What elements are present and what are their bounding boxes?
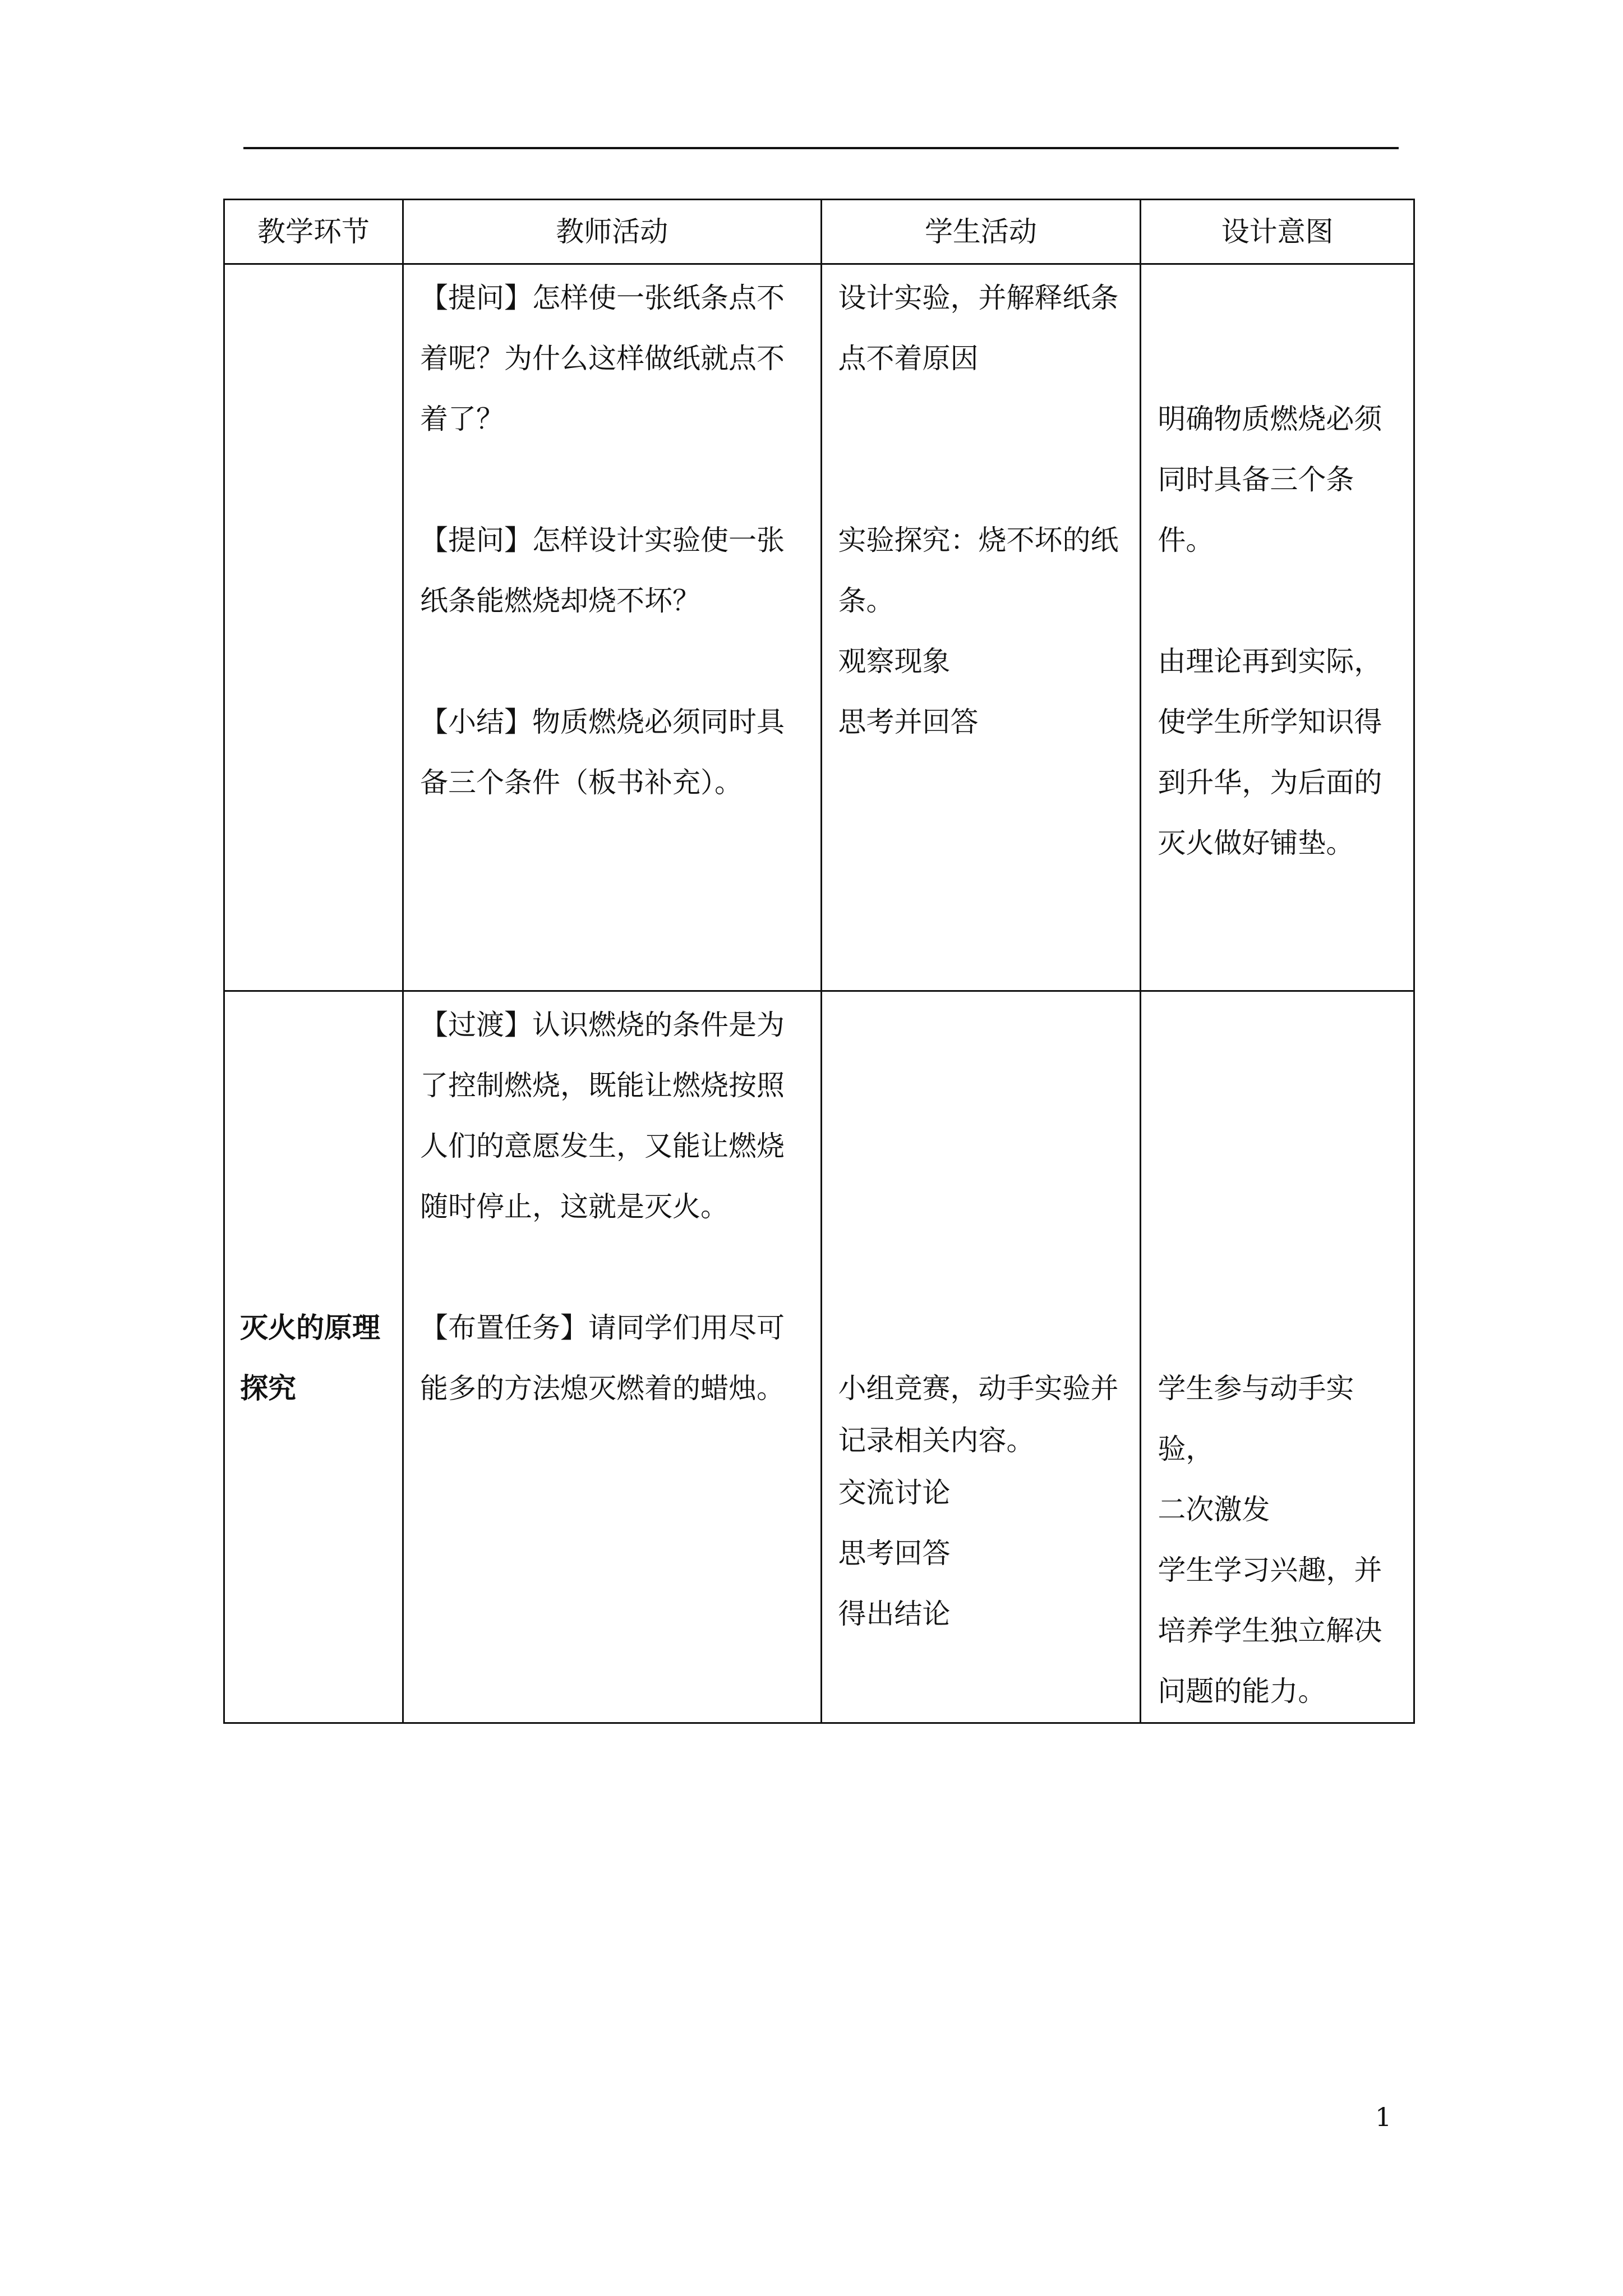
intent-line: 到升华，为后面的 [1158,766,1382,799]
intent-line: 培养学生独立解决 [1158,1614,1382,1647]
lesson-plan-table [223,199,1415,1724]
header-teacher-activity: 教师活动 [403,200,821,264]
intent-line: 学生参与动手实验， [1158,1372,1354,1465]
teacher-activity-cell [403,991,821,1723]
teacher-line: 【小结】物质燃烧必须同时具 [420,706,785,738]
student-line: 实验探究：烧不坏的纸 [838,524,1119,556]
intent-line: 由理论再到实际， [1158,645,1382,678]
stage-cell [224,991,403,1723]
student-line: 观察现象 [838,645,951,678]
design-intent-cell [1141,264,1414,991]
table-header-row [224,200,1414,264]
teacher-line: 备三个条件（板书补充）。 [420,766,743,799]
teacher-line: 【布置任务】请同学们用尽可 [420,1312,785,1344]
page-number: 1 [1375,2102,1392,2132]
intent-line: 同时具备三个条件。 [1158,463,1354,556]
student-line: 交流讨论 [838,1476,951,1509]
intent-line: 问题的能力。 [1158,1675,1326,1708]
header-design-intent: 设计意图 [1141,200,1414,264]
table-row [224,264,1414,991]
student-line: 得出结论 [838,1598,951,1630]
student-activity-cell [821,264,1141,991]
student-line: 点不着原因 [838,342,979,375]
student-line: 思考并回答 [838,706,979,738]
intent-line: 使学生所学知识得 [1158,706,1382,738]
intent-line: 二次激发 [1158,1493,1270,1526]
student-line: 条。 [838,585,895,617]
student-line: 小组竞赛，动手实验并 [838,1372,1119,1405]
teacher-line: 随时停止，这就是灭火。 [420,1190,729,1223]
table-row [224,991,1414,1723]
teacher-line: 纸条能燃烧却烧不坏？ [420,585,701,617]
stage-label-line: 探究 [240,1372,296,1405]
teacher-activity-cell [403,264,821,991]
student-line: 记录相关内容。 [838,1424,1035,1457]
teacher-line: 能多的方法熄灭燃着的蜡烛。 [420,1372,785,1405]
teacher-line: 【提问】怎样使一张纸条点不 [420,282,785,314]
stage-label-line: 灭火的原理 [240,1311,380,1344]
student-line: 思考回答 [838,1537,951,1570]
intent-line: 灭火做好铺垫。 [1158,827,1354,859]
teacher-line: 【过渡】认识燃烧的条件是为 [420,1009,785,1041]
stage-cell [224,264,403,991]
header-student-activity: 学生活动 [821,200,1141,264]
teacher-line: 着呢？为什么这样做纸就点不 [420,342,785,375]
teacher-line: 【提问】怎样设计实验使一张 [420,524,785,556]
student-activity-cell [821,991,1141,1723]
intent-line: 明确物质燃烧必须 [1158,403,1382,435]
header-stage: 教学环节 [224,200,403,264]
teacher-line: 人们的意愿发生，又能让燃烧 [420,1130,785,1162]
student-line: 设计实验，并解释纸条 [838,282,1119,314]
intent-line: 学生学习兴趣，并 [1158,1554,1382,1586]
teacher-line: 着了？ [420,403,505,435]
teacher-line: 了控制燃烧，既能让燃烧按照 [420,1069,785,1102]
header-rule [243,147,1399,149]
design-intent-cell [1141,991,1414,1723]
